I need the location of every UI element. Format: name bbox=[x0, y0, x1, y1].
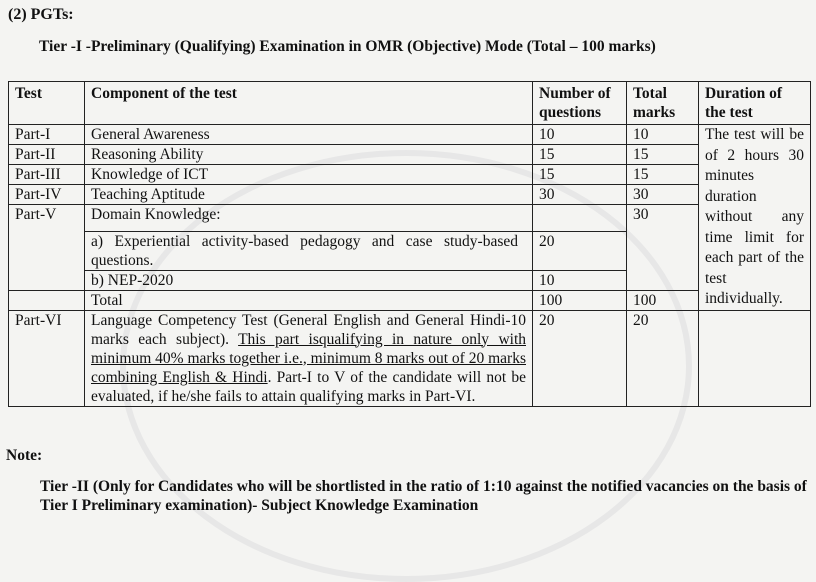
cell-test: Part-II bbox=[9, 145, 85, 165]
p6-tail-text: . Part-I to V of the candidate will not be evaluated, if he/she fails to attain qualifying marks in Part-VI. bbox=[91, 368, 526, 405]
cell-questions: 20 bbox=[533, 310, 627, 406]
cell-marks: 10 bbox=[627, 125, 699, 145]
cell-component: General Awareness bbox=[85, 125, 533, 145]
header-test: Test bbox=[9, 82, 85, 125]
cell-component bbox=[85, 310, 533, 406]
section-heading: (2) PGTs: bbox=[8, 6, 74, 23]
table-row bbox=[9, 125, 811, 145]
header-marks: Total marks bbox=[627, 82, 699, 125]
header-questions: Number of questions bbox=[533, 82, 627, 125]
table-row bbox=[9, 290, 811, 310]
cell-marks: 100 bbox=[627, 290, 699, 310]
cell-test bbox=[9, 290, 85, 310]
cell-marks: 30 bbox=[627, 185, 699, 205]
cell-questions: 20 bbox=[533, 231, 627, 270]
p6-text: Language Competency Test (General English and General Hindi-10 marks each subject). bbox=[91, 311, 526, 348]
cell-component: Total bbox=[85, 290, 533, 310]
cell-marks: 15 bbox=[627, 145, 699, 165]
cell-questions: 100 bbox=[533, 290, 627, 310]
cell-test: Part-III bbox=[9, 165, 85, 185]
header-duration: Duration of the test bbox=[699, 82, 811, 125]
cell-duration: The test will be of 2 hours 30 minutes duration without any time limit for each part of the test individually. bbox=[699, 125, 811, 311]
cell-component: Teaching Aptitude bbox=[85, 185, 533, 205]
table-row bbox=[9, 165, 811, 185]
cell-duration-empty bbox=[699, 310, 811, 406]
cell-component: a) Experiential activity-based pedagogy and case study-based questions. bbox=[85, 231, 533, 270]
cell-component: b) NEP-2020 bbox=[85, 270, 533, 290]
exam-pattern-table bbox=[8, 81, 811, 407]
table-row bbox=[9, 310, 811, 406]
cell-test: Part-IV bbox=[9, 185, 85, 205]
cell-marks: 15 bbox=[627, 165, 699, 185]
cell-component: Domain Knowledge: bbox=[85, 205, 533, 232]
cell-questions: 15 bbox=[533, 165, 627, 185]
cell-questions: 10 bbox=[533, 125, 627, 145]
tier2-text: Tier -II (Only for Candidates who will be shortlisted in the ratio of 1:10 against the notified vacancies on the basis of Tier I Preliminary examination)- Subject Knowledge Examination bbox=[40, 478, 807, 514]
cell-questions: 30 bbox=[533, 185, 627, 205]
header-component: Component of the test bbox=[85, 82, 533, 125]
table-row bbox=[9, 145, 811, 165]
table-row bbox=[9, 205, 811, 232]
cell-marks: 30 bbox=[627, 205, 699, 291]
cell-test: Part-V bbox=[9, 205, 85, 291]
cell-component: Knowledge of ICT bbox=[85, 165, 533, 185]
cell-component: Reasoning Ability bbox=[85, 145, 533, 165]
table-header-row bbox=[9, 82, 811, 125]
note-label: Note: bbox=[6, 447, 43, 464]
cell-questions: 15 bbox=[533, 145, 627, 165]
table-row bbox=[9, 185, 811, 205]
cell-test: Part-I bbox=[9, 125, 85, 145]
cell-questions bbox=[533, 205, 627, 232]
cell-test: Part-VI bbox=[9, 310, 85, 406]
cell-questions: 10 bbox=[533, 270, 627, 290]
tier1-title: Tier -I -Preliminary (Qualifying) Examination in OMR (Objective) Mode (Total – 100 marks) bbox=[39, 38, 656, 55]
p6-underlined-text: This part isqualifying in nature only with minimum 40% marks together i.e., minimum 8 marks out of 20 marks combining English & Hindi bbox=[91, 330, 526, 386]
cell-marks: 20 bbox=[627, 310, 699, 406]
